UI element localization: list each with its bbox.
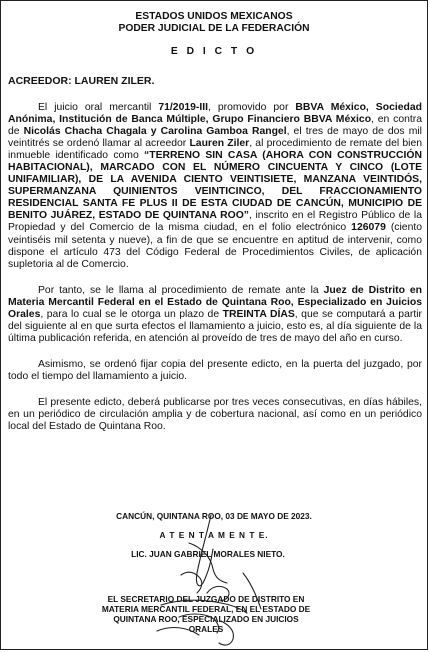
signer-title-line: ORALES — [188, 624, 224, 634]
handwritten-signature — [61, 513, 361, 650]
paragraph-4: El presente edicto, deberá publicarse por tres veces consecutivas, en días hábiles, en un periódico de circulación amplia y de cobertura nacional, así como en un periódico local del Estado de Quintana Roo. — [8, 396, 422, 433]
paragraph-3: Asimismo, se ordenó fijar copia del presente edicto, en la puerta del juzgado, por todo el tiempo del llamamiento a juicio. — [8, 358, 422, 382]
p1-text: , al procedimiento de remate del bien inmueble identificado como — [8, 138, 422, 162]
case-number: 71/2019-III — [158, 102, 209, 113]
notice-body — [8, 102, 422, 447]
plaintiff-name: BBVA México, Sociedad Anónima, Institución de Banca Múltiple, Grupo Financiero BBVA México — [8, 102, 422, 126]
term-days: TREINTA DÍAS — [222, 308, 295, 320]
signer-title-line: EL SECRETARIO DEL JUZGADO DE DISTRITO EN — [107, 594, 305, 604]
defendant-names: Nicolás Chacha Chagala y Carolina Gamboa Rangel — [23, 126, 287, 138]
place-date: CANCÚN, QUINTANA ROO, 03 DE MAYO DE 2023. — [116, 511, 312, 521]
p2-text: Por tanto, se le llama al procedimiento de remate ante la — [38, 284, 324, 296]
signer-title-line: QUINTANA ROO, ESPECIALIZADO EN JUICIOS — [113, 614, 299, 624]
property-description: “TERRENO SIN CASA (AHORA CON CONSTRUCCIÓN HABITACIONAL), MARCADO CON EL NÚMERO CINCUENTA Y CINCO (LOTE UNIFAMILIAR), DE LA AVENIDA CIENTO VEINTISIETE, MANZANA VEINTIDÓS, SUPERMANZANA QUINIENTOS VEINTICINCO, DEL FRACCIONAMIENTO RESIDENCIAL SANTA FE PLUS II DE ESTA CIUDAD DE CANCÚN, MUNICIPIO DE BENITO JUÁREZ, ESTADO DE QUINTANA ROO” — [8, 150, 422, 222]
document-title: E D I C T O — [170, 46, 258, 57]
paragraph-2 — [8, 285, 422, 345]
header-country: ESTADOS UNIDOS MEXICANOS — [135, 11, 293, 22]
folio-number: 126079 — [351, 222, 386, 234]
court-name: Juez de Distrito en Materia Mercantil Federal en el Estado de Quintana Roo, Especializado en Juicios Orales — [8, 284, 422, 320]
p1-text: , en contra de — [8, 114, 422, 138]
p1-text: , el tres de mayo de dos mil veintitrés se ordenó llamar al acreedor — [8, 126, 422, 150]
signer-name: LIC. JUAN GABRIEL MORALES NIETO. — [131, 549, 285, 559]
p1-text: , promovido por — [208, 102, 296, 113]
signer-title-line: MATERIA MERCANTIL FEDERAL, EN EL ESTADO DE — [101, 604, 311, 614]
addressee: ACREEDOR: LAUREN ZILER. — [8, 75, 155, 87]
paragraph-1 — [8, 102, 422, 271]
p2-text: , para lo cual se le otorga un plazo de — [40, 308, 223, 320]
p1-text: (ciento veintiséis mil setenta y nueve), a fin de que se encuentre en aptitud de intervenir, como dispone el artículo 473 del Código Federal de Procedimientos Civiles, de aplicación supletoria al de Comercio. — [8, 222, 423, 270]
header-judiciary: PODER JUDICIAL DE LA FEDERACIÓN — [118, 23, 310, 34]
closing-salutation: A T E N T A M E N T E. — [159, 530, 269, 540]
p1-text: El juicio oral mercantil — [38, 102, 159, 113]
creditor-name: Lauren Ziler — [189, 138, 250, 150]
p2-text: , que se computará a partir del siguiente al en que surta efectos el llamamiento a juicio, esto es, al día siguiente de la última publicación referida, en atención al proveído de tres de mayo del año en curso. — [8, 308, 422, 344]
p1-text: , inscrito en el Registro Público de la Propiedad y del Comercio de la misma ciudad, en el folio electrónico — [8, 210, 422, 234]
